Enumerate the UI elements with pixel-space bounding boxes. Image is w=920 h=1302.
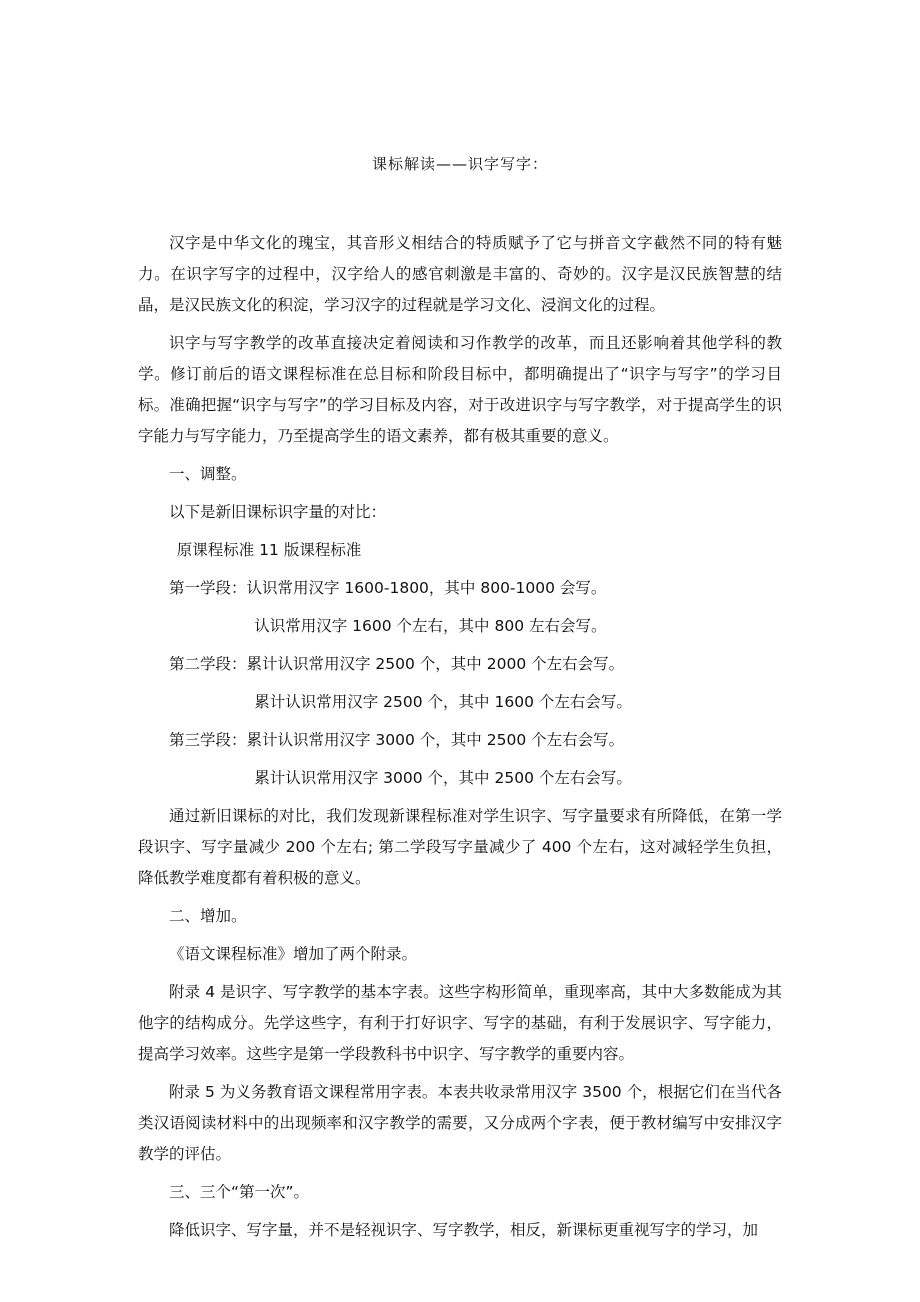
comparison-columns-line: 原课程标准 11 版课程标准 [176,541,362,559]
appendix4-paragraph: 附录 4 是识字、写字教学的基本字表。这些字构形简单，重现率高，其中大多数能成为其他字的结构成分。先学这些字，有利于打好识字、写字的基础，有利于发展识字、写字能力，提高学习效率。这些字是第一学段教科书中识字、写字教学的重要内容。 [138,983,782,1063]
section1-heading: 一、调整。 [169,465,247,483]
intro-paragraph-1: 汉字是中华文化的瑰宝，其音形义相结合的特质赋予了它与拼音文字截然不同的特有魅力。在识字写字的过程中，汉字给人的感官刺激是丰富的、奇妙的。汉字是汉民族智慧的结晶，是汉民族文化的积淀，学习汉字的过程就是学习文化、浸润文化的过程。 [138,234,782,314]
document-title: 课标解读——识字写字： [371,155,548,173]
section3-heading: 三、三个“第一次”。 [169,1183,310,1201]
stage2-old-standard: 第二学段：累计认识常用汉字 2500 个，其中 2000 个左右会写。 [169,655,625,673]
stage1-new-standard: 认识常用汉字 1600 个左右，其中 800 左右会写。 [254,617,607,635]
section2-heading: 二、增加。 [169,907,247,925]
section2-lead: 《语文课程标准》增加了两个附录。 [169,945,418,963]
stage3-new-standard: 累计认识常用汉字 3000 个，其中 2500 个左右会写。 [254,769,632,787]
document-body [138,228,782,1253]
stage2-new-standard: 累计认识常用汉字 2500 个，其中 1600 个左右会写。 [254,693,632,711]
section3-paragraph: 降低识字、写字量，并不是轻视识字、写字教学，相反，新课标更重视写字的学习，加 [169,1221,759,1239]
stage1-old-standard: 第一学段：认识常用汉字 1600-1800，其中 800-1000 会写。 [169,579,607,597]
intro-paragraph-2: 识字与写字教学的改革直接决定着阅读和习作教学的改革，而且还影响着其他学科的教学。修订前后的语文课程标准在总目标和阶段目标中，都明确提出了“识字与写字”的学习目标。准确把握“识字与写字”的学习目标及内容，对于改进识字与写字教学，对于提高学生的识字能力与写字能力，乃至提高学生的语文素养，都有极其重要的意义。 [138,334,782,445]
section1-lead: 以下是新旧课标识字量的对比： [169,503,387,521]
appendix5-paragraph: 附录 5 为义务教育语文课程常用字表。本表共收录常用汉字 3500 个，根据它们在当代各类汉语阅读材料中的出现频率和汉字教学的需要，又分成两个字表，便于教材编写中安排汉字教学的评估。 [138,1083,782,1163]
stage3-old-standard: 第三学段：累计认识常用汉字 3000 个，其中 2500 个左右会写。 [169,731,625,749]
section1-summary: 通过新旧课标的对比，我们发现新课程标准对学生识字、写字量要求有所降低，在第一学段识字、写字量减少 200 个左右; 第二学段写字量减少了 400 个左右，这对减轻学生负担，降低教学难度都有着积极的意义。 [138,807,782,887]
